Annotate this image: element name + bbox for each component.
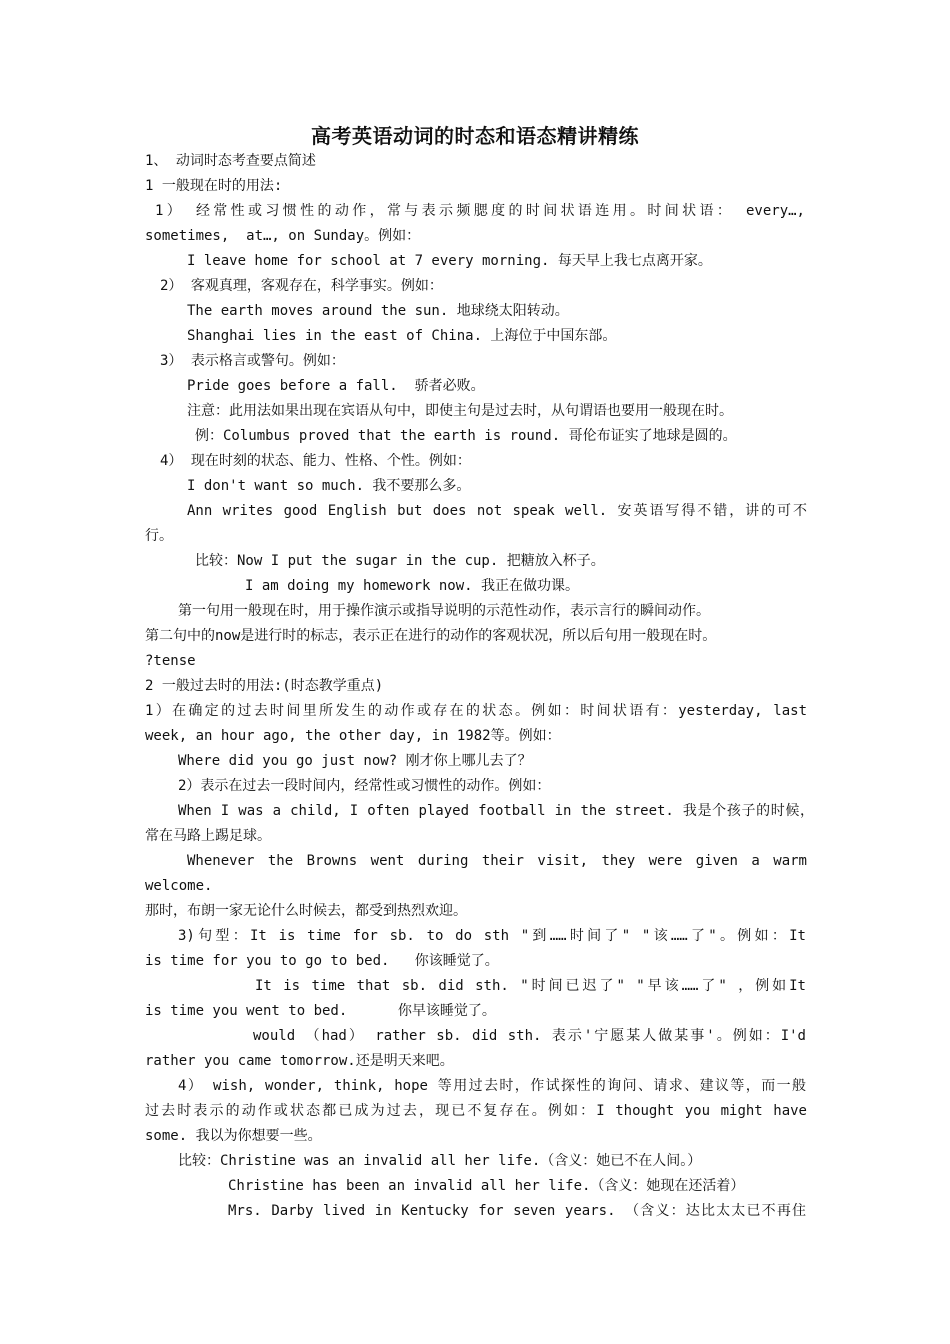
text-line: Christine has been an invalid all her life.（含义：她现在还活着） [228,1178,745,1194]
text-line: 过去时表示的动作或状态都已成为过去，现已不复存在。例如：I thought you might have [145,1103,807,1119]
text-line: Ann writes good English but does not speak well. 安英语写得不错，讲的可不 [187,503,807,519]
text-line: week, an hour ago, the other day, in 1982等。例如： [145,728,561,744]
text-line: 1、 动词时态考查要点简述 [145,153,316,169]
text-line: 3） 表示格言或警句。例如： [160,353,345,369]
text-line: 第一句用一般现在时，用于操作演示或指导说明的示范性动作，表示言行的瞬间动作。 [178,603,710,619]
text-line: 1 一般现在时的用法: [145,178,283,194]
text-line: When I was a child, I often played football in the street. 我是个孩子的时候， [178,803,814,819]
text-line: rather you came tomorrow.还是明天来吧。 [145,1053,454,1069]
text-line: is time for you to go to bed. 你该睡觉了。 [145,953,499,969]
text-line: It is time that sb. did sth. "时间已迟了" "早该……了" ，例如It [255,978,806,994]
text-line: Pride goes before a fall. 骄者必败。 [187,378,485,394]
text-line: 2） 客观真理，客观存在，科学事实。例如： [160,278,443,294]
text-line: 比较：Now I put the sugar in the cup. 把糖放入杯子。 [195,553,605,569]
text-line: 常在马路上踢足球。 [145,828,271,844]
text-line: 2 一般过去时的用法:(时态教学重点) [145,678,384,694]
text-line: 行。 [145,528,173,544]
text-line: 4） wish, wonder, think, hope 等用过去时，作试探性的询问、请求、建议等，而一般 [178,1078,806,1094]
text-line: would （had） rather sb. did sth. 表示'宁愿某人做某事'。例如：I'd [253,1028,806,1044]
document-title: 高考英语动词的时态和语态精讲精练 [311,124,639,148]
text-line: 比较：Christine was an invalid all her life.（含义：她已不在人间。） [178,1153,702,1169]
text-line: Shanghai lies in the east of China. 上海位于中国东部。 [187,328,617,344]
text-line: sometimes, at…, on Sunday。例如： [145,228,421,244]
text-line: Where did you go just now? 刚才你上哪儿去了？ [178,753,532,769]
text-line: welcome. [145,878,213,894]
text-line: I leave home for school at 7 every morning. 每天早上我七点离开家。 [187,253,712,269]
text-line: Mrs. Darby lived in Kentucky for seven years. （含义：达比太太已不再住 [228,1203,806,1219]
text-line: ?tense [145,653,196,669]
text-line: 那时，布朗一家无论什么时候去，都受到热烈欢迎。 [145,903,467,919]
text-line: some. 我以为你想要一些。 [145,1128,322,1144]
text-line: is time you went to bed. 你早该睡觉了。 [145,1003,496,1019]
text-line: The earth moves around the sun. 地球绕太阳转动。 [187,303,569,319]
text-line: 注意：此用法如果出现在宾语从句中，即使主句是过去时，从句谓语也要用一般现在时。 [187,403,733,419]
text-line: 1）在确定的过去时间里所发生的动作或存在的状态。例如：时间状语有：yesterday, last [145,703,807,719]
text-line: I am doing my homework now. 我正在做功课。 [245,578,580,594]
text-line: 4） 现在时刻的状态、能力、性格、个性。例如： [160,453,471,469]
text-line: 第二句中的now是进行时的标志，表示正在进行的动作的客观状况，所以后句用一般现在时。 [145,628,717,644]
text-line: Whenever the Browns went during their visit, they were given a warm [187,853,807,869]
text-line: 3)句型：It is time for sb. to do sth "到……时间了" "该……了"。例如：It [178,928,806,944]
text-line: 1） 经常性或习惯性的动作，常与表示频腮度的时间状语连用。时间状语： every…, [155,203,805,219]
text-line: 2）表示在过去一段时间内，经常性或习惯性的动作。例如： [178,778,551,794]
text-line: 例：Columbus proved that the earth is round. 哥伦布证实了地球是圆的。 [195,428,737,444]
text-line: I don't want so much. 我不要那么多。 [187,478,471,494]
